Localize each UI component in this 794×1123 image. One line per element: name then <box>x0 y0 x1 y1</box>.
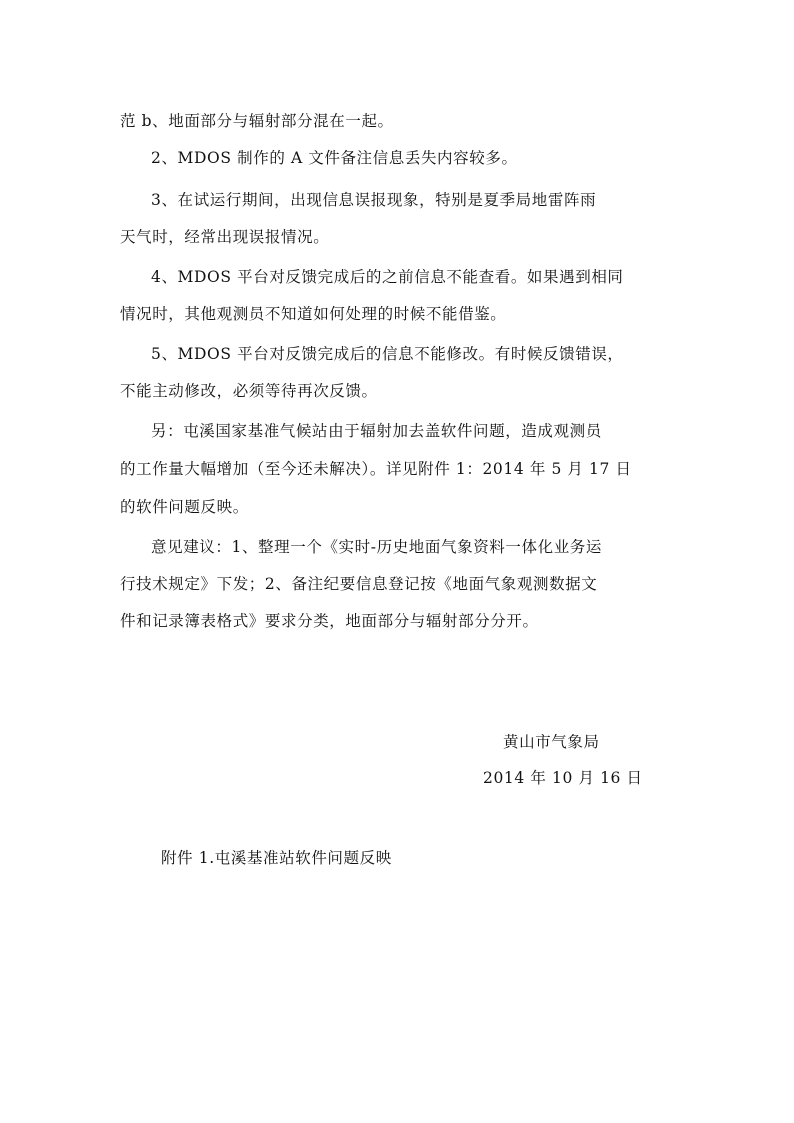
signature-date: 2014 年 10 月 16 日 <box>483 769 643 787</box>
attachment-note: 附件 1.屯溪基准站软件问题反映 <box>161 849 392 867</box>
text-line: 意见建议：1、整理一个《实时-历史地面气象资料一体化业务运 <box>151 538 603 556</box>
text-line: 件和记录簿表格式》要求分类，地面部分与辐射部分分开。 <box>120 612 539 630</box>
text-line: 2、MDOS 制作的 A 文件备注信息丢失内容较多。 <box>151 149 518 167</box>
signature-organization: 黄山市气象局 <box>503 733 600 751</box>
text-line: 的软件问题反映。 <box>120 498 249 516</box>
text-line: 情况时，其他观测员不知道如何处理的时候不能借鉴。 <box>120 305 507 323</box>
text-line: 3、在试运行期间，出现信息误报现象，特别是夏季局地雷阵雨 <box>151 191 597 209</box>
text-line: 5、MDOS 平台对反馈完成后的信息不能修改。有时候反馈错误， <box>151 345 624 363</box>
text-line: 行技术规定》下发；2、备注纪要信息登记按《地面气象观测数据文 <box>120 575 598 593</box>
text-line: 不能主动修改，必须等待再次反馈。 <box>120 382 378 400</box>
text-line: 的工作量大幅增加（至今还未解决）。详见附件 1：2014 年 5 月 17 日 <box>120 460 632 478</box>
text-line: 天气时，经常出现误报情况。 <box>120 228 330 246</box>
text-line: 4、MDOS 平台对反馈完成后的之前信息不能查看。如果遇到相同 <box>151 268 624 286</box>
text-line: 范 b、地面部分与辐射部分混在一起。 <box>120 112 394 130</box>
text-line: 另：屯溪国家基准气候站由于辐射加去盖软件问题，造成观测员 <box>151 422 602 440</box>
